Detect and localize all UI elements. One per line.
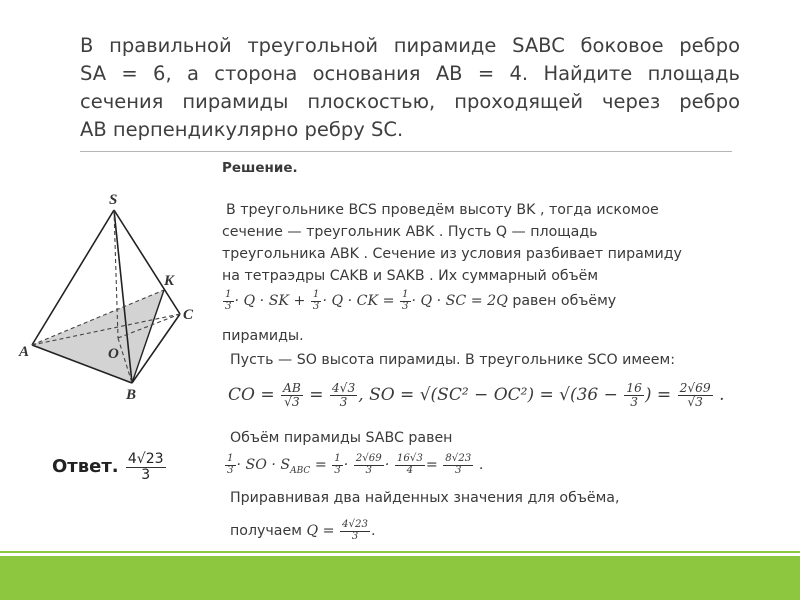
problem-statement xyxy=(80,32,740,144)
answer xyxy=(52,452,167,482)
volume-pyramid-formula: $\frac{1}{3}$ · SO · $S_{ABC}$ = $\frac{1}{3}$ · $\frac{2√69}{3}$ · $\frac{16√3}{4}$ = $\frac{8√23}{3}$ . xyxy=(227,453,484,477)
label-a: A xyxy=(19,344,30,360)
label-c: C xyxy=(183,307,194,323)
answer-fraction xyxy=(126,452,166,482)
footer-accent-line xyxy=(0,551,800,553)
answer-denominator: 3 xyxy=(141,466,151,483)
title-divider xyxy=(80,151,732,152)
solution-title: Решение. xyxy=(222,160,298,176)
solution-line-5-tail: равен объёму xyxy=(512,293,617,310)
solution-line-11: Приравнивая два найденных значения для объёма, xyxy=(230,490,620,506)
solution-line-7: Пусть — SO высота пирамиды. В треугольнике SCO имеем: xyxy=(230,352,676,368)
solution-line-6: пирамиды. xyxy=(222,328,304,344)
problem-line-4: AB перпендикулярно ребру SC. xyxy=(80,118,404,141)
label-k: K xyxy=(164,273,175,289)
label-o: O xyxy=(108,346,119,362)
volume-formula-line xyxy=(222,290,616,312)
solution-line-9: Объём пирамиды SABC равен xyxy=(230,430,453,446)
label-b: B xyxy=(126,387,137,400)
solution-line-2: сечение — треугольник ABK . Пусть Q — площадь xyxy=(222,224,598,240)
solution-line-12: получаем xyxy=(230,523,302,540)
answer-label: Ответ. xyxy=(52,456,119,478)
solution-line-4: на тетраэдры CAKB и SAKB . Их суммарный объём xyxy=(222,268,599,284)
label-s: S xyxy=(109,192,118,208)
solution-line-1: В треугольнике BCS проведём высоту BK , тогда искомое xyxy=(226,202,659,218)
final-line: получаем Q = $\frac{4√23}{3}$ . xyxy=(230,519,376,542)
pyramid-figure xyxy=(18,188,218,400)
problem-line-3: сечения пирамиды плоскостью, проходящей через ребро xyxy=(80,90,740,113)
problem-line-1: В правильной треугольной пирамиде SABC боковое ребро xyxy=(80,34,740,57)
solution-line-3: треугольника ABK . Сечение из условия разбивает пирамиду xyxy=(222,246,682,262)
problem-line-2: SA = 6, а сторона основания AB = 4. Найдите площадь xyxy=(80,62,740,85)
answer-numerator: 4√23 xyxy=(127,451,164,467)
volume-sum-formula: $\frac{1}{3}$ · Q · SK + $\frac{1}{3}$ · Q · CK = $\frac{1}{3}$ · Q · SC = 2Q xyxy=(225,289,513,312)
footer-accent-bar xyxy=(0,556,800,600)
co-so-formula: CO = $\frac{AB}{√3}$ = $\frac{4√3}{3}$ , SO = √(SC² − OC²) = √(36 − $\frac{16}{3}$ ) = $\frac{2√69}{√3}$ . xyxy=(228,381,725,409)
